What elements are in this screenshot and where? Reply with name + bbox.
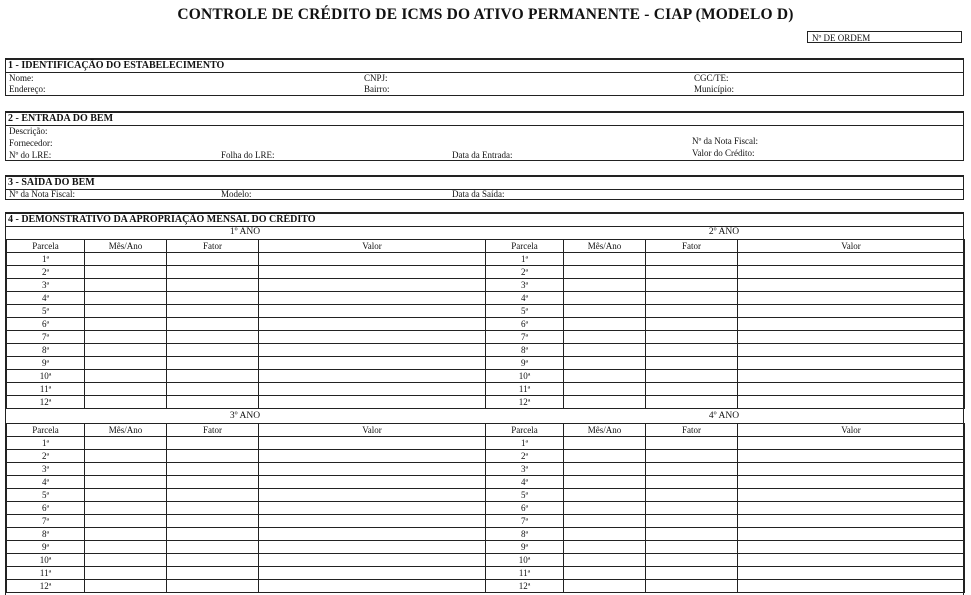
entry-cell[interactable]	[167, 383, 259, 396]
table-row	[486, 450, 965, 463]
entry-cell[interactable]	[259, 437, 486, 450]
table-row	[7, 370, 486, 383]
year-heading: 2º ANO	[708, 227, 740, 237]
parcela-cell: 8ª	[7, 344, 85, 357]
table-row	[486, 344, 965, 357]
parcela-cell: 6ª	[486, 502, 564, 515]
table-row	[7, 489, 486, 502]
parcela-cell: 9ª	[7, 541, 85, 554]
parcela-cell: 12ª	[486, 580, 564, 593]
valor-credito-label: Valor do Crédito:	[692, 148, 755, 158]
entry-cell[interactable]	[167, 580, 259, 593]
entry-cell[interactable]	[167, 567, 259, 580]
entry-cell[interactable]	[646, 463, 738, 476]
entry-cell[interactable]	[85, 463, 167, 476]
entry-cell[interactable]	[259, 554, 486, 567]
entry-cell[interactable]	[564, 253, 646, 266]
entry-cell[interactable]	[85, 292, 167, 305]
entry-cell[interactable]	[564, 292, 646, 305]
table-row	[486, 554, 965, 567]
descricao-label: Descrição:	[9, 126, 48, 136]
saida-nota-fiscal-label: Nº da Nota Fiscal:	[9, 189, 76, 199]
column-header: Mês/Ano	[564, 240, 646, 253]
entry-cell[interactable]	[564, 528, 646, 541]
column-header: Mês/Ano	[85, 424, 167, 437]
table-row	[486, 253, 965, 266]
entry-cell[interactable]	[646, 370, 738, 383]
table-row	[7, 396, 486, 409]
entry-cell[interactable]	[259, 253, 486, 266]
entry-cell[interactable]	[738, 528, 965, 541]
column-header: Parcela	[7, 424, 85, 437]
entry-cell[interactable]	[646, 279, 738, 292]
entry-cell[interactable]	[259, 515, 486, 528]
entry-cell[interactable]	[646, 344, 738, 357]
entry-cell[interactable]	[646, 489, 738, 502]
entry-cell[interactable]	[259, 318, 486, 331]
entry-cell[interactable]	[85, 580, 167, 593]
table-row	[7, 528, 486, 541]
parcela-cell: 5ª	[7, 305, 85, 318]
table-row	[486, 357, 965, 370]
table-row	[7, 266, 486, 279]
entry-cell[interactable]	[646, 396, 738, 409]
parcela-cell: 2ª	[486, 266, 564, 279]
form-title: CONTROLE DE CRÉDITO DE ICMS DO ATIVO PERMANENTE - CIAP (MODELO D)	[177, 6, 794, 23]
entry-cell[interactable]	[259, 502, 486, 515]
column-header: Fator	[646, 240, 738, 253]
entry-cell[interactable]	[738, 253, 965, 266]
entry-cell[interactable]	[564, 266, 646, 279]
entry-cell[interactable]	[259, 357, 486, 370]
entry-cell[interactable]	[564, 357, 646, 370]
parcela-cell: 9ª	[486, 541, 564, 554]
parcela-cell: 11ª	[7, 383, 85, 396]
parcela-cell: 9ª	[7, 357, 85, 370]
parcela-cell: 11ª	[486, 383, 564, 396]
parcela-cell: 6ª	[7, 502, 85, 515]
entry-cell[interactable]	[259, 567, 486, 580]
entry-cell[interactable]	[85, 253, 167, 266]
parcela-cell: 12ª	[7, 396, 85, 409]
entry-cell[interactable]	[167, 554, 259, 567]
parcela-cell: 2ª	[7, 266, 85, 279]
entry-cell[interactable]	[646, 253, 738, 266]
entry-cell[interactable]	[564, 305, 646, 318]
entry-cell[interactable]	[85, 437, 167, 450]
entry-cell[interactable]	[738, 450, 965, 463]
parcela-cell: 9ª	[486, 357, 564, 370]
order-number-field[interactable]: Nº DE ORDEM	[807, 31, 962, 43]
entry-cell[interactable]	[85, 357, 167, 370]
entry-cell[interactable]	[259, 266, 486, 279]
entry-cell[interactable]	[738, 279, 965, 292]
section-3-title: 3 - SAÍDA DO BEM	[8, 177, 95, 188]
entry-cell[interactable]	[646, 567, 738, 580]
entry-cell[interactable]	[646, 580, 738, 593]
table-row	[7, 476, 486, 489]
entry-cell[interactable]	[85, 502, 167, 515]
section-1-title: 1 - IDENTIFICAÇÃO DO ESTABELECIMENTO	[8, 60, 225, 71]
parcela-cell: 5ª	[7, 489, 85, 502]
entry-cell[interactable]	[85, 305, 167, 318]
parcela-cell: 11ª	[7, 567, 85, 580]
cnpj-label: CNPJ:	[364, 73, 388, 83]
entry-cell[interactable]	[85, 541, 167, 554]
parcela-cell: 12ª	[486, 396, 564, 409]
table-row	[486, 396, 965, 409]
entry-cell[interactable]	[85, 476, 167, 489]
table-row	[486, 580, 965, 593]
table-row	[486, 502, 965, 515]
entry-cell[interactable]	[167, 476, 259, 489]
table-row	[7, 357, 486, 370]
parcela-cell: 12ª	[7, 580, 85, 593]
table-row	[7, 502, 486, 515]
entry-cell[interactable]	[167, 463, 259, 476]
entry-cell[interactable]	[738, 567, 965, 580]
parcela-cell: 1ª	[486, 253, 564, 266]
entry-cell[interactable]	[646, 318, 738, 331]
entry-cell[interactable]	[259, 279, 486, 292]
entry-cell[interactable]	[564, 476, 646, 489]
entry-cell[interactable]	[259, 396, 486, 409]
entry-cell[interactable]	[564, 580, 646, 593]
entry-cell[interactable]	[738, 580, 965, 593]
entry-cell[interactable]	[259, 476, 486, 489]
table-row	[486, 437, 965, 450]
apropriacao-table	[485, 423, 965, 593]
entry-cell[interactable]	[167, 344, 259, 357]
endereco-label: Endereço:	[9, 84, 46, 94]
entry-cell[interactable]	[564, 383, 646, 396]
entry-cell[interactable]	[85, 331, 167, 344]
parcela-cell: 4ª	[486, 476, 564, 489]
table-row	[486, 370, 965, 383]
column-header: Parcela	[7, 240, 85, 253]
entry-cell[interactable]	[167, 515, 259, 528]
entry-cell[interactable]	[564, 437, 646, 450]
entry-cell[interactable]	[259, 292, 486, 305]
table-row	[486, 383, 965, 396]
parcela-cell: 10ª	[486, 370, 564, 383]
table-row	[7, 305, 486, 318]
data-entrada-label: Data da Entrada:	[452, 150, 513, 160]
entry-cell[interactable]	[564, 396, 646, 409]
entry-cell[interactable]	[259, 331, 486, 344]
entry-cell[interactable]	[85, 515, 167, 528]
entry-cell[interactable]	[738, 515, 965, 528]
entry-cell[interactable]	[564, 489, 646, 502]
parcela-cell: 7ª	[7, 515, 85, 528]
entry-cell[interactable]	[167, 489, 259, 502]
parcela-cell: 11ª	[486, 567, 564, 580]
parcela-cell: 3ª	[7, 279, 85, 292]
section-4-title: 4 - DEMONSTRATIVO DA APROPRIAÇÃO MENSAL DO CRÉDITO	[8, 214, 316, 225]
entry-cell[interactable]	[85, 344, 167, 357]
parcela-cell: 2ª	[7, 450, 85, 463]
entry-cell[interactable]	[738, 357, 965, 370]
entry-cell[interactable]	[85, 370, 167, 383]
entry-cell[interactable]	[738, 370, 965, 383]
entry-cell[interactable]	[564, 318, 646, 331]
table-row	[486, 567, 965, 580]
year-heading: 4º ANO	[708, 411, 740, 421]
column-header: Valor	[259, 424, 486, 437]
entry-cell[interactable]	[646, 357, 738, 370]
entry-cell[interactable]	[646, 331, 738, 344]
parcela-cell: 4ª	[7, 292, 85, 305]
table-row	[7, 437, 486, 450]
apropriacao-table	[6, 423, 486, 593]
column-header: Mês/Ano	[85, 240, 167, 253]
nota-fiscal-label: Nº da Nota Fiscal:	[692, 136, 759, 146]
entry-cell[interactable]	[85, 318, 167, 331]
table-row	[7, 292, 486, 305]
table-row	[7, 541, 486, 554]
entry-cell[interactable]	[738, 502, 965, 515]
entry-cell[interactable]	[85, 383, 167, 396]
entry-cell[interactable]	[564, 331, 646, 344]
entry-cell[interactable]	[85, 489, 167, 502]
entry-cell[interactable]	[167, 253, 259, 266]
entry-cell[interactable]	[738, 437, 965, 450]
parcela-cell: 6ª	[7, 318, 85, 331]
entry-cell[interactable]	[259, 528, 486, 541]
parcela-cell: 1ª	[7, 437, 85, 450]
parcela-cell: 7ª	[486, 331, 564, 344]
entry-cell[interactable]	[259, 305, 486, 318]
entry-cell[interactable]	[646, 305, 738, 318]
parcela-cell: 6ª	[486, 318, 564, 331]
entry-cell[interactable]	[167, 266, 259, 279]
entry-cell[interactable]	[564, 502, 646, 515]
entry-cell[interactable]	[738, 292, 965, 305]
cgc-label: CGC/TE:	[694, 73, 729, 83]
entry-cell[interactable]	[167, 292, 259, 305]
table-row	[486, 476, 965, 489]
column-header: Valor	[738, 240, 965, 253]
entry-cell[interactable]	[167, 305, 259, 318]
entry-cell[interactable]	[564, 463, 646, 476]
entry-cell[interactable]	[738, 396, 965, 409]
year-heading: 3º ANO	[229, 411, 261, 421]
section-demonstrativo	[5, 212, 964, 595]
table-row	[7, 331, 486, 344]
entry-cell[interactable]	[167, 396, 259, 409]
entry-cell[interactable]	[646, 502, 738, 515]
entry-cell[interactable]	[738, 476, 965, 489]
table-row	[486, 318, 965, 331]
table-row	[486, 331, 965, 344]
table-row	[7, 383, 486, 396]
parcela-cell: 1ª	[7, 253, 85, 266]
entry-cell[interactable]	[564, 344, 646, 357]
table-row	[7, 515, 486, 528]
entry-cell[interactable]	[259, 541, 486, 554]
entry-cell[interactable]	[738, 554, 965, 567]
table-row	[486, 305, 965, 318]
nome-label: Nome:	[9, 73, 34, 83]
entry-cell[interactable]	[738, 331, 965, 344]
parcela-cell: 5ª	[486, 489, 564, 502]
parcela-cell: 10ª	[7, 554, 85, 567]
table-row	[7, 253, 486, 266]
table-row	[486, 266, 965, 279]
entry-cell[interactable]	[646, 515, 738, 528]
entry-cell[interactable]	[85, 266, 167, 279]
entry-cell[interactable]	[646, 437, 738, 450]
entry-cell[interactable]	[738, 383, 965, 396]
entry-cell[interactable]	[564, 370, 646, 383]
parcela-cell: 10ª	[486, 554, 564, 567]
entry-cell[interactable]	[167, 502, 259, 515]
entry-cell[interactable]	[564, 450, 646, 463]
column-header: Valor	[738, 424, 965, 437]
table-row	[7, 554, 486, 567]
entry-cell[interactable]	[646, 554, 738, 567]
entry-cell[interactable]	[646, 450, 738, 463]
entry-cell[interactable]	[646, 541, 738, 554]
entry-cell[interactable]	[564, 554, 646, 567]
entry-cell[interactable]	[738, 463, 965, 476]
entry-cell[interactable]	[85, 554, 167, 567]
entry-cell[interactable]	[738, 266, 965, 279]
column-header: Fator	[167, 240, 259, 253]
column-header: Mês/Ano	[564, 424, 646, 437]
table-row	[7, 450, 486, 463]
entry-cell[interactable]	[564, 279, 646, 292]
entry-cell[interactable]	[85, 396, 167, 409]
bairro-label: Bairro:	[364, 84, 390, 94]
entry-cell[interactable]	[564, 515, 646, 528]
table-row	[486, 528, 965, 541]
table-row	[486, 463, 965, 476]
apropriacao-table	[6, 239, 486, 409]
parcela-cell: 2ª	[486, 450, 564, 463]
municipio-label: Município:	[694, 84, 734, 94]
column-header: Parcela	[486, 240, 564, 253]
parcela-cell: 8ª	[486, 528, 564, 541]
table-row	[486, 292, 965, 305]
entry-cell[interactable]	[738, 541, 965, 554]
year-heading: 1º ANO	[229, 227, 261, 237]
entry-cell[interactable]	[259, 370, 486, 383]
data-saida-label: Data da Saída:	[452, 189, 505, 199]
parcela-cell: 8ª	[7, 528, 85, 541]
folha-lre-label: Folha do LRE:	[221, 150, 275, 160]
entry-cell[interactable]	[167, 279, 259, 292]
entry-cell[interactable]	[167, 331, 259, 344]
section-2-title: 2 - ENTRADA DO BEM	[8, 113, 114, 124]
column-header: Fator	[646, 424, 738, 437]
table-row	[486, 279, 965, 292]
parcela-cell: 8ª	[486, 344, 564, 357]
table-row	[486, 541, 965, 554]
entry-cell[interactable]	[738, 305, 965, 318]
entry-cell[interactable]	[167, 318, 259, 331]
table-row	[7, 463, 486, 476]
entry-cell[interactable]	[259, 344, 486, 357]
entry-cell[interactable]	[646, 476, 738, 489]
entry-cell[interactable]	[167, 370, 259, 383]
lre-label: Nº do LRE:	[9, 150, 52, 160]
entry-cell[interactable]	[85, 567, 167, 580]
parcela-cell: 1ª	[486, 437, 564, 450]
parcela-cell: 3ª	[486, 463, 564, 476]
entry-cell[interactable]	[167, 541, 259, 554]
parcela-cell: 4ª	[7, 476, 85, 489]
entry-cell[interactable]	[259, 463, 486, 476]
table-row	[486, 515, 965, 528]
parcela-cell: 3ª	[7, 463, 85, 476]
table-row	[7, 580, 486, 593]
parcela-cell: 5ª	[486, 305, 564, 318]
entry-cell[interactable]	[646, 266, 738, 279]
entry-cell[interactable]	[167, 528, 259, 541]
parcela-cell: 7ª	[486, 515, 564, 528]
section-saida	[5, 175, 964, 200]
table-row	[7, 318, 486, 331]
parcela-cell: 3ª	[486, 279, 564, 292]
entry-cell[interactable]	[259, 383, 486, 396]
entry-cell[interactable]	[167, 450, 259, 463]
table-row	[7, 567, 486, 580]
column-header: Valor	[259, 240, 486, 253]
parcela-cell: 7ª	[7, 331, 85, 344]
entry-cell[interactable]	[85, 450, 167, 463]
entry-cell[interactable]	[85, 528, 167, 541]
entry-cell[interactable]	[564, 567, 646, 580]
parcela-cell: 10ª	[7, 370, 85, 383]
entry-cell[interactable]	[646, 383, 738, 396]
parcela-cell: 4ª	[486, 292, 564, 305]
entry-cell[interactable]	[259, 580, 486, 593]
entry-cell[interactable]	[738, 318, 965, 331]
section-identificacao	[5, 58, 964, 96]
entry-cell[interactable]	[738, 344, 965, 357]
modelo-label: Modelo:	[221, 189, 252, 199]
table-row	[486, 489, 965, 502]
entry-cell[interactable]	[85, 279, 167, 292]
entry-cell[interactable]	[167, 357, 259, 370]
fornecedor-label: Fornecedor:	[9, 138, 53, 148]
entry-cell[interactable]	[564, 541, 646, 554]
column-header: Parcela	[486, 424, 564, 437]
entry-cell[interactable]	[646, 528, 738, 541]
entry-cell[interactable]	[259, 450, 486, 463]
entry-cell[interactable]	[259, 489, 486, 502]
entry-cell[interactable]	[646, 292, 738, 305]
table-row	[7, 344, 486, 357]
entry-cell[interactable]	[738, 489, 965, 502]
table-row	[7, 279, 486, 292]
section-entrada	[5, 111, 964, 161]
column-header: Fator	[167, 424, 259, 437]
entry-cell[interactable]	[167, 437, 259, 450]
apropriacao-table	[485, 239, 965, 409]
